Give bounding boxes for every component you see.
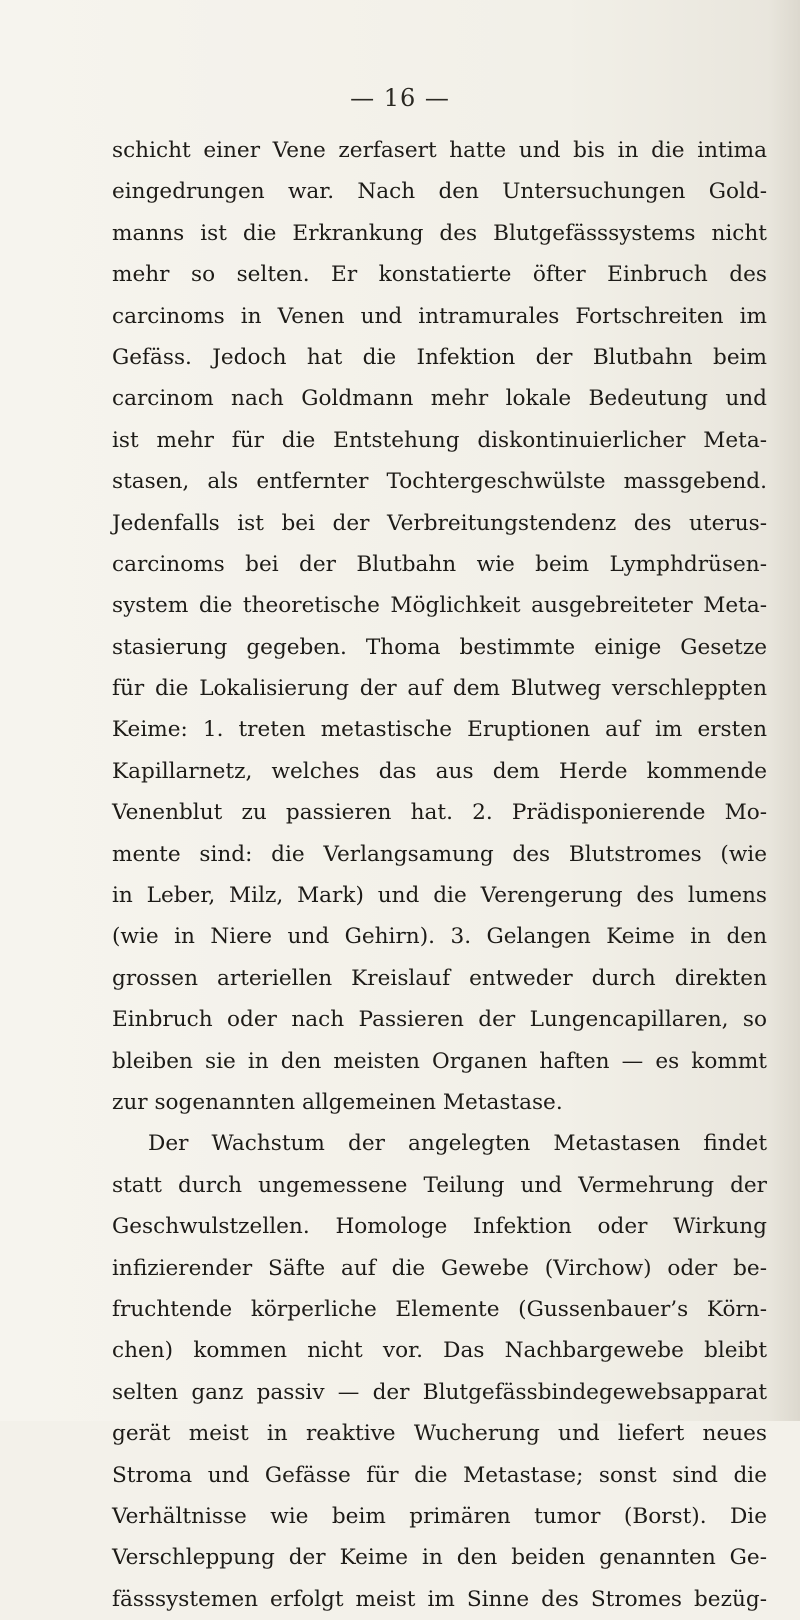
- text-line: fruchtende körperliche Elemente (Gussenbauer’s Körn-: [112, 1296, 767, 1322]
- text-line: eingedrungen war. Nach den Untersuchungen Gold-: [112, 179, 767, 205]
- page-number: — 16 —: [350, 84, 450, 112]
- text-line: Kapillarnetz, welches das aus dem Herde kommende: [112, 758, 767, 784]
- text-line: bleiben sie in den meisten Organen haften — es kommt: [112, 1048, 767, 1074]
- text-line: gerät meist in reaktive Wucherung und liefert neues: [112, 1421, 767, 1447]
- text-line: mente sind: die Verlangsamung des Blutstromes (wie: [112, 841, 767, 867]
- text-line: carcinoms in Venen und intramurales Fortschreiten im: [112, 303, 767, 329]
- text-line: chen) kommen nicht vor. Das Nachbargewebe bleibt: [112, 1338, 767, 1364]
- text-line: Jedenfalls ist bei der Verbreitungstendenz des uterus-: [112, 510, 767, 536]
- text-line: selten ganz passiv — der Blutgefässbindegewebsapparat: [112, 1379, 767, 1405]
- text-line: Stroma und Gefässe für die Metastase; sonst sind die: [112, 1462, 767, 1488]
- text-line: schicht einer Vene zerfasert hatte und bis in die intima: [112, 138, 767, 163]
- text-line: Verhältnisse wie beim primären tumor (Borst). Die: [112, 1503, 767, 1529]
- text-line: (wie in Niere und Gehirn). 3. Gelangen Keime in den: [112, 924, 767, 950]
- text-line: Venenblut zu passieren hat. 2. Prädisponierende Mo-: [112, 800, 767, 826]
- text-line: Einbruch oder nach Passieren der Lungencapillaren, so: [112, 1007, 767, 1033]
- text-line: fässsystemen erfolgt meist im Sinne des Stromes bezüg-: [112, 1586, 767, 1612]
- text-line: Geschwulstzellen. Homologe Infektion oder Wirkung: [112, 1214, 767, 1240]
- text-line: manns ist die Erkrankung des Blutgefässsystems nicht: [112, 220, 767, 246]
- text-line: carcinom nach Goldmann mehr lokale Bedeutung und: [112, 386, 767, 412]
- text-line: stasen, als entfernter Tochtergeschwülste massgebend.: [112, 469, 767, 495]
- text-line: Keime: 1. treten metastische Eruptionen auf im ersten: [112, 717, 767, 743]
- text-line: für die Lokalisierung der auf dem Blutweg verschleppten: [112, 676, 767, 702]
- text-line: system die theoretische Möglichkeit ausgebreiteter Meta-: [112, 593, 767, 619]
- text-line: Der Wachstum der angelegten Metastasen findet: [148, 1131, 767, 1157]
- text-line: ist mehr für die Entstehung diskontinuierlicher Meta-: [112, 427, 767, 453]
- text-line: stasierung gegeben. Thoma bestimmte einige Gesetze: [112, 634, 767, 660]
- body-text: [112, 130, 767, 1620]
- text-line: in Leber, Milz, Mark) und die Verengerung des lumens: [112, 883, 767, 909]
- text-line: Verschleppung der Keime in den beiden genannten Ge-: [112, 1545, 767, 1571]
- text-line: mehr so selten. Er konstatierte öfter Einbruch des: [112, 262, 767, 288]
- text-line: Gefäss. Jedoch hat die Infektion der Blutbahn beim: [112, 344, 767, 370]
- text-line: grossen arteriellen Kreislauf entweder durch direkten: [112, 965, 767, 991]
- text-line: zur sogenannten allgemeinen Metastase.: [112, 1089, 563, 1115]
- text-line: statt durch ungemessene Teilung und Vermehrung der: [112, 1172, 767, 1198]
- text-line: carcinoms bei der Blutbahn wie beim Lymphdrüsen-: [112, 551, 767, 577]
- text-line: infizierender Säfte auf die Gewebe (Virchow) oder be-: [112, 1255, 767, 1281]
